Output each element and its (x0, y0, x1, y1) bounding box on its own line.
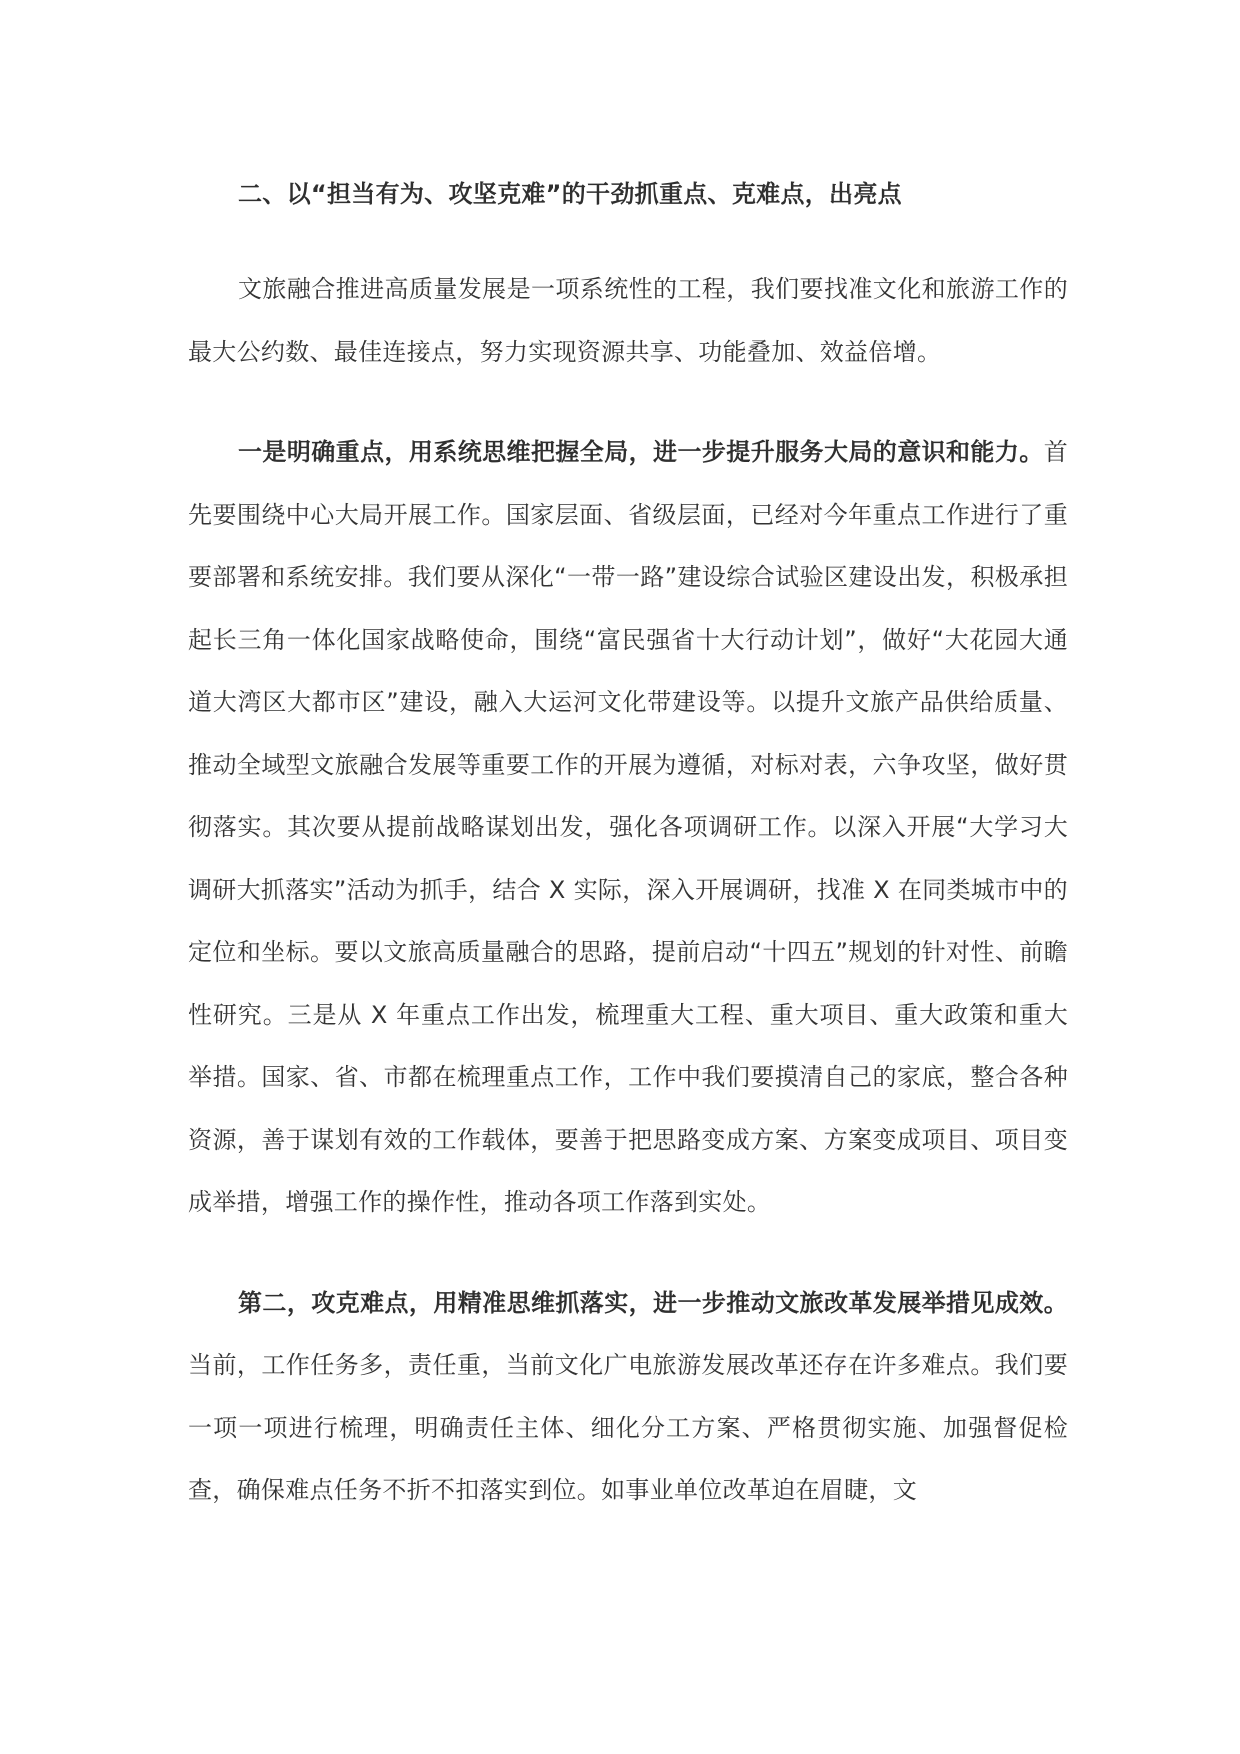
document-body (188, 166, 1068, 1560)
paragraph-point-one (188, 421, 1068, 1234)
paragraph-intro (188, 258, 1068, 383)
section-heading: 二、以“担当有为、攻坚克难”的干劲抓重点、克难点，出亮点 (238, 180, 902, 208)
paragraph-point-two-text: 当前，工作任务多，责任重，当前文化广电旅游发展改革还存在许多难点。我们要一项一项进行梳理，明确责任主体、细化分工方案、严格贯彻实施、加强督促检查，确保难点任务不折不扣落实到位。如事业单位改革迫在眉睫，文 (188, 1351, 1068, 1504)
paragraph-point-one-lead: 一是明确重点，用系统思维把握全局，进一步提升服务大局的意识和能力。 (238, 438, 1044, 466)
paragraph-point-two-lead: 第二，攻克难点，用精准思维抓落实，进一步推动文旅改革发展举措见成效。 (238, 1288, 1068, 1317)
paragraph-point-one-text: 首先要围绕中心大局开展工作。国家层面、省级层面，已经对今年重点工作进行了重要部署和系统安排。我们要从深化“一带一路”建设综合试验区建设出发，积极承担起长三角一体化国家战略使命，围绕“富民强省十大行动计划”，做好“大花园大通道大湾区大都市区”建设，融入大运河文化带建设等。以提升文旅产品供给质量、推动全域型文旅融合发展等重要工作的开展为遵循，对标对表，六争攻坚，做好贯彻落实。其次要从提前战略谋划出发，强化各项调研工作。以深入开展“大学习大调研大抓落实”活动为抓手，结合 X 实际，深入开展调研，找准 X 在同类城市中的定位和坐标。要以文旅高质量融合的思路，提前启动“十四五”规划的针对性、前瞻性研究。三是从 X 年重点工作出发，梳理重大工程、重大项目、重大政策和重大举措。国家、省、市都在梳理重点工作，工作中我们要摸清自己的家底，整合各种资源，善于谋划有效的工作载体，要善于把思路变成方案、方案变成项目、项目变成举措，增强工作的操作性，推动各项工作落到实处。 (188, 438, 1068, 1216)
paragraph-point-two (188, 1272, 1068, 1522)
paragraph-intro-text: 文旅融合推进高质量发展是一项系统性的工程，我们要找准文化和旅游工作的最大公约数、最佳连接点，努力实现资源共享、功能叠加、效益倍增。 (188, 275, 1068, 366)
